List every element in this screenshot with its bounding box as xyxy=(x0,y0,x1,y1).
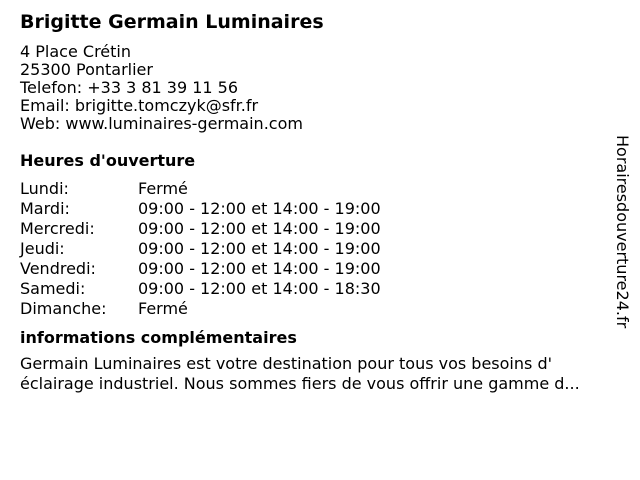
hours-time: 09:00 - 12:00 et 14:00 - 19:00 xyxy=(138,259,381,278)
business-card xyxy=(20,10,610,394)
hours-day: Samedi: xyxy=(20,279,86,298)
hours-day: Dimanche: xyxy=(20,299,107,318)
email-line[interactable]: Email: brigitte.tomczyk@sfr.fr xyxy=(20,96,259,115)
hours-day: Lundi: xyxy=(20,179,69,198)
address-line-1: 4 Place Crétin xyxy=(20,42,131,61)
phone-line[interactable]: Telefon: +33 3 81 39 11 56 xyxy=(20,78,239,97)
hours-time: Fermé xyxy=(138,179,188,198)
hours-time: 09:00 - 12:00 et 14:00 - 19:00 xyxy=(138,239,381,258)
business-name: Brigitte Germain Luminaires xyxy=(20,11,324,33)
hours-row-thursday xyxy=(20,239,610,259)
info-text-line-2: éclairage industriel. Nous sommes fiers de vous offrir une gamme d... xyxy=(20,374,580,393)
hours-row-friday xyxy=(20,259,610,279)
hours-day: Jeudi: xyxy=(20,239,65,258)
hours-row-sunday xyxy=(20,299,610,319)
hours-table xyxy=(20,179,610,319)
hours-row-saturday xyxy=(20,279,610,299)
hours-row-wednesday xyxy=(20,219,610,239)
hours-day: Mardi: xyxy=(20,199,70,218)
info-title: informations complémentaires xyxy=(20,328,297,347)
hours-day: Mercredi: xyxy=(20,219,95,238)
hours-time: 09:00 - 12:00 et 14:00 - 18:30 xyxy=(138,279,381,298)
site-watermark: Horairesdouverture24.fr xyxy=(613,135,632,329)
hours-row-monday xyxy=(20,179,610,199)
hours-time: 09:00 - 12:00 et 14:00 - 19:00 xyxy=(138,219,381,238)
address-line-2: 25300 Pontarlier xyxy=(20,60,153,79)
web-line[interactable]: Web: www.luminaires-germain.com xyxy=(20,114,303,133)
hours-title: Heures d'ouverture xyxy=(20,151,196,170)
contact-block xyxy=(20,43,610,133)
hours-day: Vendredi: xyxy=(20,259,96,278)
hours-time: 09:00 - 12:00 et 14:00 - 19:00 xyxy=(138,199,381,218)
hours-time: Fermé xyxy=(138,299,188,318)
info-text-line-1: Germain Luminaires est votre destination pour tous vos besoins d' xyxy=(20,354,552,373)
hours-row-tuesday xyxy=(20,199,610,219)
